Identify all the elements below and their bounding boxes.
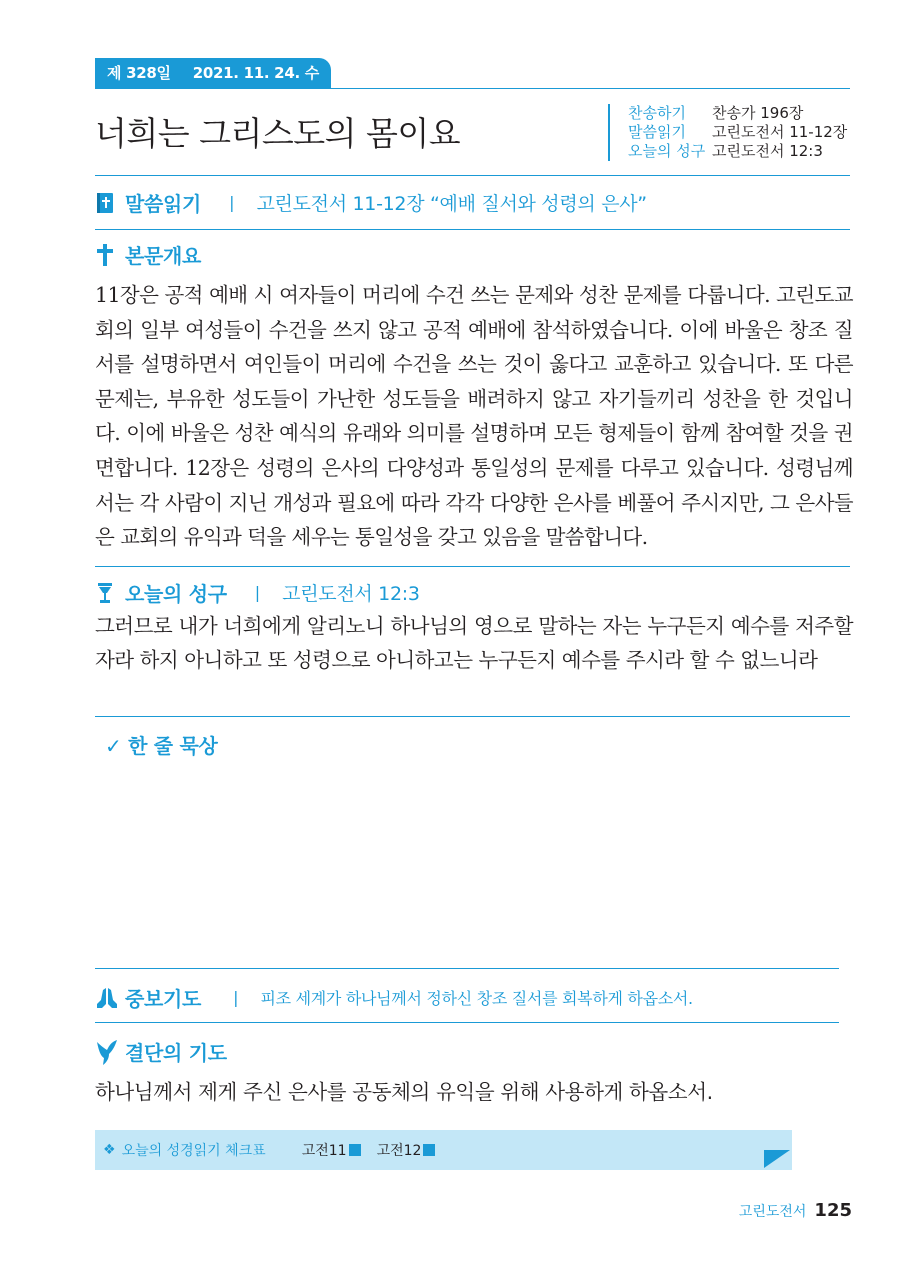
rule bbox=[95, 716, 850, 717]
intercession-title: 중보기도 bbox=[125, 987, 202, 1011]
date-label: 2021. 11. 24. 수 bbox=[192, 64, 319, 82]
info-value: 고린도전서 12:3 bbox=[712, 142, 823, 160]
separator: | bbox=[229, 193, 235, 212]
separator: | bbox=[254, 583, 261, 602]
resolve-text: 하나님께서 제게 주신 은사를 공동체의 유익을 위해 사용하게 하옵소서. bbox=[95, 1080, 713, 1104]
reading-subtitle: 고린도전서 11-12장 “예배 질서와 성령의 은사” bbox=[256, 193, 647, 215]
info-block bbox=[608, 104, 847, 161]
reading-title: 말씀읽기 bbox=[125, 192, 202, 216]
verse-title: 오늘의 성구 bbox=[125, 582, 227, 606]
rule bbox=[95, 229, 850, 230]
intercession-text: 피조 세계가 하나님께서 정하신 창조 질서를 회복하게 하옵소서. bbox=[260, 989, 693, 1008]
info-row-hymn bbox=[628, 104, 847, 123]
page-fold-icon bbox=[762, 1148, 792, 1170]
checklist-label: 오늘의 성경읽기 체크표 bbox=[121, 1143, 266, 1159]
verse-section-header bbox=[95, 578, 420, 607]
info-row-verse bbox=[628, 142, 847, 161]
resolve-section-header bbox=[95, 1037, 227, 1066]
checkbox[interactable] bbox=[423, 1144, 435, 1156]
checklist-item-label: 고전11 bbox=[301, 1143, 347, 1159]
dove-icon bbox=[95, 1038, 119, 1066]
diamond-bullet-icon: ❖ bbox=[103, 1142, 116, 1158]
rule bbox=[95, 175, 850, 176]
footer-book: 고린도전서 bbox=[738, 1204, 807, 1220]
day-number: 제 328일 bbox=[107, 64, 171, 82]
checkbox[interactable] bbox=[349, 1144, 361, 1156]
reading-checklist-bar bbox=[95, 1130, 792, 1170]
checklist-content bbox=[103, 1130, 435, 1170]
intercession-section-header bbox=[95, 983, 693, 1012]
checklist-item-label: 고전12 bbox=[376, 1143, 422, 1159]
page-footer bbox=[739, 1200, 852, 1221]
summary-text: 11장은 공적 예배 시 여자들이 머리에 수건 쓰는 문제와 성찬 문제를 다룹니다. 고린도교회의 일부 여성들이 수건을 쓰지 않고 공적 예배에 참석하였습니다. 이에 바울은 창조 질서를 설명하면서 여인들이 머리에 수건을 쓰는 것이 옳다고 교훈하고 있습니다. 또 다른 문제는, 부유한 성도들이 가난한 성도들을 배려하지 않고 자기들끼리 성찬을 한 것입니다. 이에 바울은 성찬 예식의 유래와 의미를 설명하며 모든 형제들이 함께 참여할 것을 권면합니다. 12장은 성령의 은사의 다양성과 통일성의 문제를 다루고 있습니다. 성령님께서는 각 사람이 지닌 개성과 필요에 따라 각각 다양한 은사를 베풀어 주시지만, 그 은사들은 교회의 유익과 덕을 세우는 통일성을 갖고 있음을 말씀합니다. bbox=[95, 283, 853, 550]
cross-icon bbox=[95, 243, 115, 267]
bible-icon bbox=[95, 191, 115, 215]
date-tab bbox=[95, 58, 331, 88]
summary-section-header bbox=[95, 240, 201, 269]
separator: | bbox=[233, 988, 239, 1007]
checklist-item bbox=[302, 1140, 361, 1160]
top-rule bbox=[95, 88, 850, 89]
rule bbox=[95, 968, 839, 969]
info-key: 말씀읽기 bbox=[628, 123, 686, 141]
reading-section-header bbox=[95, 188, 647, 217]
info-key: 오늘의 성구 bbox=[628, 142, 706, 160]
rule bbox=[95, 566, 850, 567]
chalice-icon bbox=[95, 581, 115, 605]
page-number: 125 bbox=[814, 1200, 852, 1221]
info-row-reading bbox=[628, 123, 847, 142]
praying-hands-icon bbox=[95, 986, 119, 1010]
resolve-title: 결단의 기도 bbox=[125, 1041, 227, 1065]
info-value: 찬송가 196장 bbox=[712, 104, 804, 122]
summary-title: 본문개요 bbox=[125, 244, 202, 268]
rule bbox=[95, 1022, 839, 1023]
info-key: 찬송하기 bbox=[628, 104, 686, 122]
meditation-section-header bbox=[105, 730, 218, 759]
verse-ref: 고린도전서 12:3 bbox=[282, 583, 420, 605]
meditation-title: ✓ 한 줄 묵상 bbox=[105, 734, 218, 758]
page-title: 너희는 그리스도의 몸이요 bbox=[95, 114, 461, 153]
info-value: 고린도전서 11-12장 bbox=[712, 123, 848, 141]
verse-text: 그러므로 내가 너희에게 알리노니 하나님의 영으로 말하는 자는 누구든지 예수를 저주할 자라 하지 아니하고 또 성령으로 아니하고는 누구든지 예수를 주시라 할 수 없느니라 bbox=[95, 614, 853, 673]
checklist-item bbox=[377, 1140, 436, 1160]
